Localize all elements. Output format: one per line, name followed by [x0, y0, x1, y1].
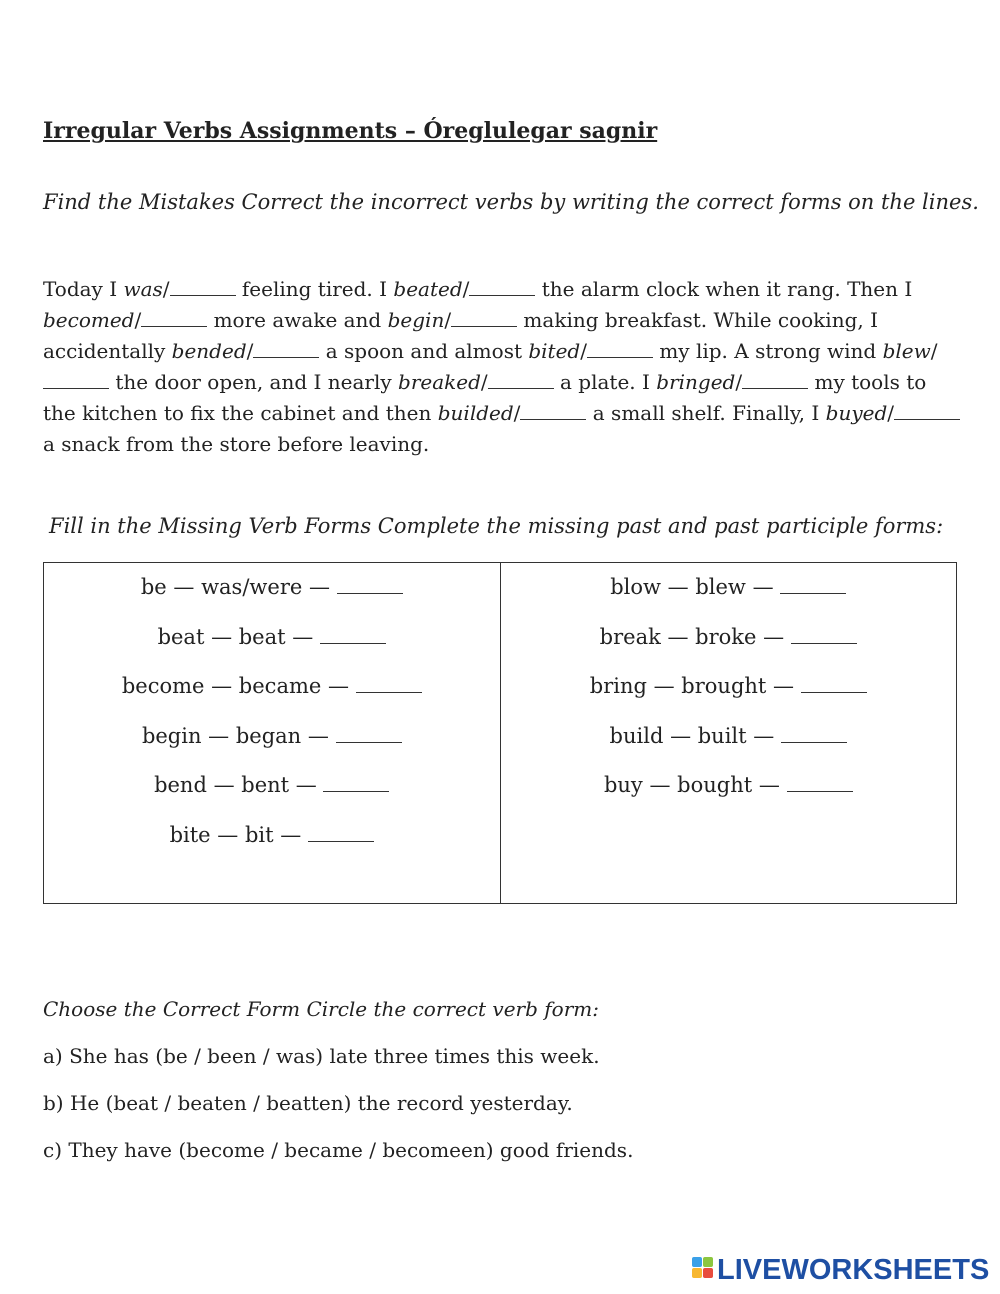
verb-form-text: bend — bent —: [154, 773, 324, 797]
answer-blank[interactable]: [451, 310, 517, 327]
answer-blank[interactable]: [787, 775, 853, 792]
liveworksheets-logo: [692, 1254, 989, 1287]
paragraph-text: a snack from the store before leaving.: [43, 432, 430, 456]
incorrect-verb: bringed: [656, 370, 736, 394]
paragraph-text: /: [444, 308, 452, 332]
answer-blank[interactable]: [336, 726, 402, 743]
paragraph-text: /: [480, 370, 488, 394]
answer-blank[interactable]: [520, 403, 586, 420]
verb-forms-left-column: [44, 563, 501, 904]
verb-form-row: [44, 712, 500, 762]
paragraph-text: /: [246, 339, 254, 363]
incorrect-verb: becomed: [43, 308, 135, 332]
answer-blank[interactable]: [587, 341, 653, 358]
paragraph-text: /: [887, 401, 895, 425]
answer-blank[interactable]: [356, 676, 422, 693]
answer-blank[interactable]: [780, 577, 846, 594]
answer-blank[interactable]: [781, 726, 847, 743]
answer-blank[interactable]: [742, 372, 808, 389]
paragraph-text: making breakfast. While cooking, I accidentally: [43, 308, 878, 363]
incorrect-verb: blew: [882, 339, 931, 363]
answer-blank[interactable]: [894, 403, 960, 420]
incorrect-verb: begin: [387, 308, 445, 332]
verb-form-text: break — broke —: [599, 624, 791, 649]
verb-form-row: [501, 563, 957, 613]
paragraph-text: more awake and: [207, 308, 388, 332]
verb-forms-table: [43, 562, 957, 904]
verb-form-row: [501, 662, 957, 712]
verb-form-row: [501, 712, 957, 762]
answer-blank[interactable]: [337, 577, 403, 594]
verb-form-text: bring — brought —: [589, 674, 801, 698]
verb-form-text: become — became —: [121, 674, 356, 698]
paragraph-text: /: [134, 308, 142, 332]
verb-form-row: [44, 761, 500, 811]
verb-form-row: [501, 613, 957, 663]
answer-blank[interactable]: [141, 310, 207, 327]
answer-blank[interactable]: [320, 627, 386, 644]
choice-a: a) She has (be / been / was) late three times this week.: [43, 1044, 600, 1068]
answer-blank[interactable]: [170, 279, 236, 296]
verb-form-row: [44, 613, 500, 663]
mistakes-paragraph: [43, 274, 963, 460]
answer-blank[interactable]: [323, 775, 389, 792]
answer-blank[interactable]: [308, 825, 374, 842]
page-title: Irregular Verbs Assignments – Óreglulegar sagnir: [43, 118, 658, 144]
answer-blank[interactable]: [253, 341, 319, 358]
verb-form-row: [44, 662, 500, 712]
paragraph-text: a small shelf. Finally, I: [586, 401, 826, 425]
verb-form-text: be — was/were —: [140, 575, 337, 599]
incorrect-verb: was: [123, 277, 163, 301]
paragraph-text: /: [513, 401, 521, 425]
incorrect-verb: beated: [393, 277, 463, 301]
paragraph-text: /: [462, 277, 470, 301]
verb-form-text: beat — beat —: [157, 624, 320, 649]
instruction-find-mistakes: Find the Mistakes Correct the incorrect verbs by writing the correct forms on the lines.: [43, 190, 979, 214]
choice-b: b) He (beat / beaten / beatten) the record yesterday.: [43, 1091, 573, 1115]
instruction-choose-form: Choose the Correct Form Circle the correct verb form:: [43, 997, 599, 1021]
answer-blank[interactable]: [43, 372, 109, 389]
verb-form-text: bite — bit —: [169, 822, 308, 847]
paragraph-text: the alarm clock when it rang. Then I: [535, 277, 913, 301]
answer-blank[interactable]: [469, 279, 535, 296]
choice-c: c) They have (become / became / becomeen) good friends.: [43, 1138, 634, 1162]
incorrect-verb: buyed: [825, 401, 888, 425]
logo-mark-icon: [692, 1257, 713, 1285]
verb-form-text: blow — blew —: [610, 575, 781, 599]
verb-form-text: build — built —: [609, 723, 781, 748]
answer-blank[interactable]: [801, 676, 867, 693]
paragraph-text: my tools to the kitchen to fix the cabinet and then: [43, 370, 927, 425]
verb-form-text: buy — bought —: [603, 773, 787, 797]
paragraph-text: /: [162, 277, 170, 301]
paragraph-text: the door open, and I nearly: [109, 370, 399, 394]
incorrect-verb: bended: [171, 339, 247, 363]
verb-form-row: [501, 761, 957, 811]
paragraph-text: a plate. I: [553, 370, 657, 394]
paragraph-text: Today I: [43, 277, 124, 301]
incorrect-verb: breaked: [398, 370, 481, 394]
verb-form-text: begin — began —: [141, 723, 336, 748]
verb-form-row: [44, 811, 500, 861]
paragraph-text: /: [580, 339, 587, 363]
verb-form-row: [44, 563, 500, 613]
answer-blank[interactable]: [791, 627, 857, 644]
paragraph-text: a spoon and almost: [319, 339, 529, 363]
logo-text: LIVEWORKSHEETS: [717, 1254, 990, 1286]
paragraph-text: /: [735, 370, 743, 394]
paragraph-text: my lip. A strong wind: [652, 339, 883, 363]
verb-forms-right-column: [500, 563, 957, 904]
paragraph-text: feeling tired. I: [235, 277, 394, 301]
incorrect-verb: builded: [437, 401, 514, 425]
paragraph-text: /: [930, 339, 938, 363]
incorrect-verb: bited: [528, 339, 581, 363]
answer-blank[interactable]: [488, 372, 554, 389]
instruction-fill-forms: Fill in the Missing Verb Forms Complete the missing past and past participle forms:: [49, 514, 944, 538]
